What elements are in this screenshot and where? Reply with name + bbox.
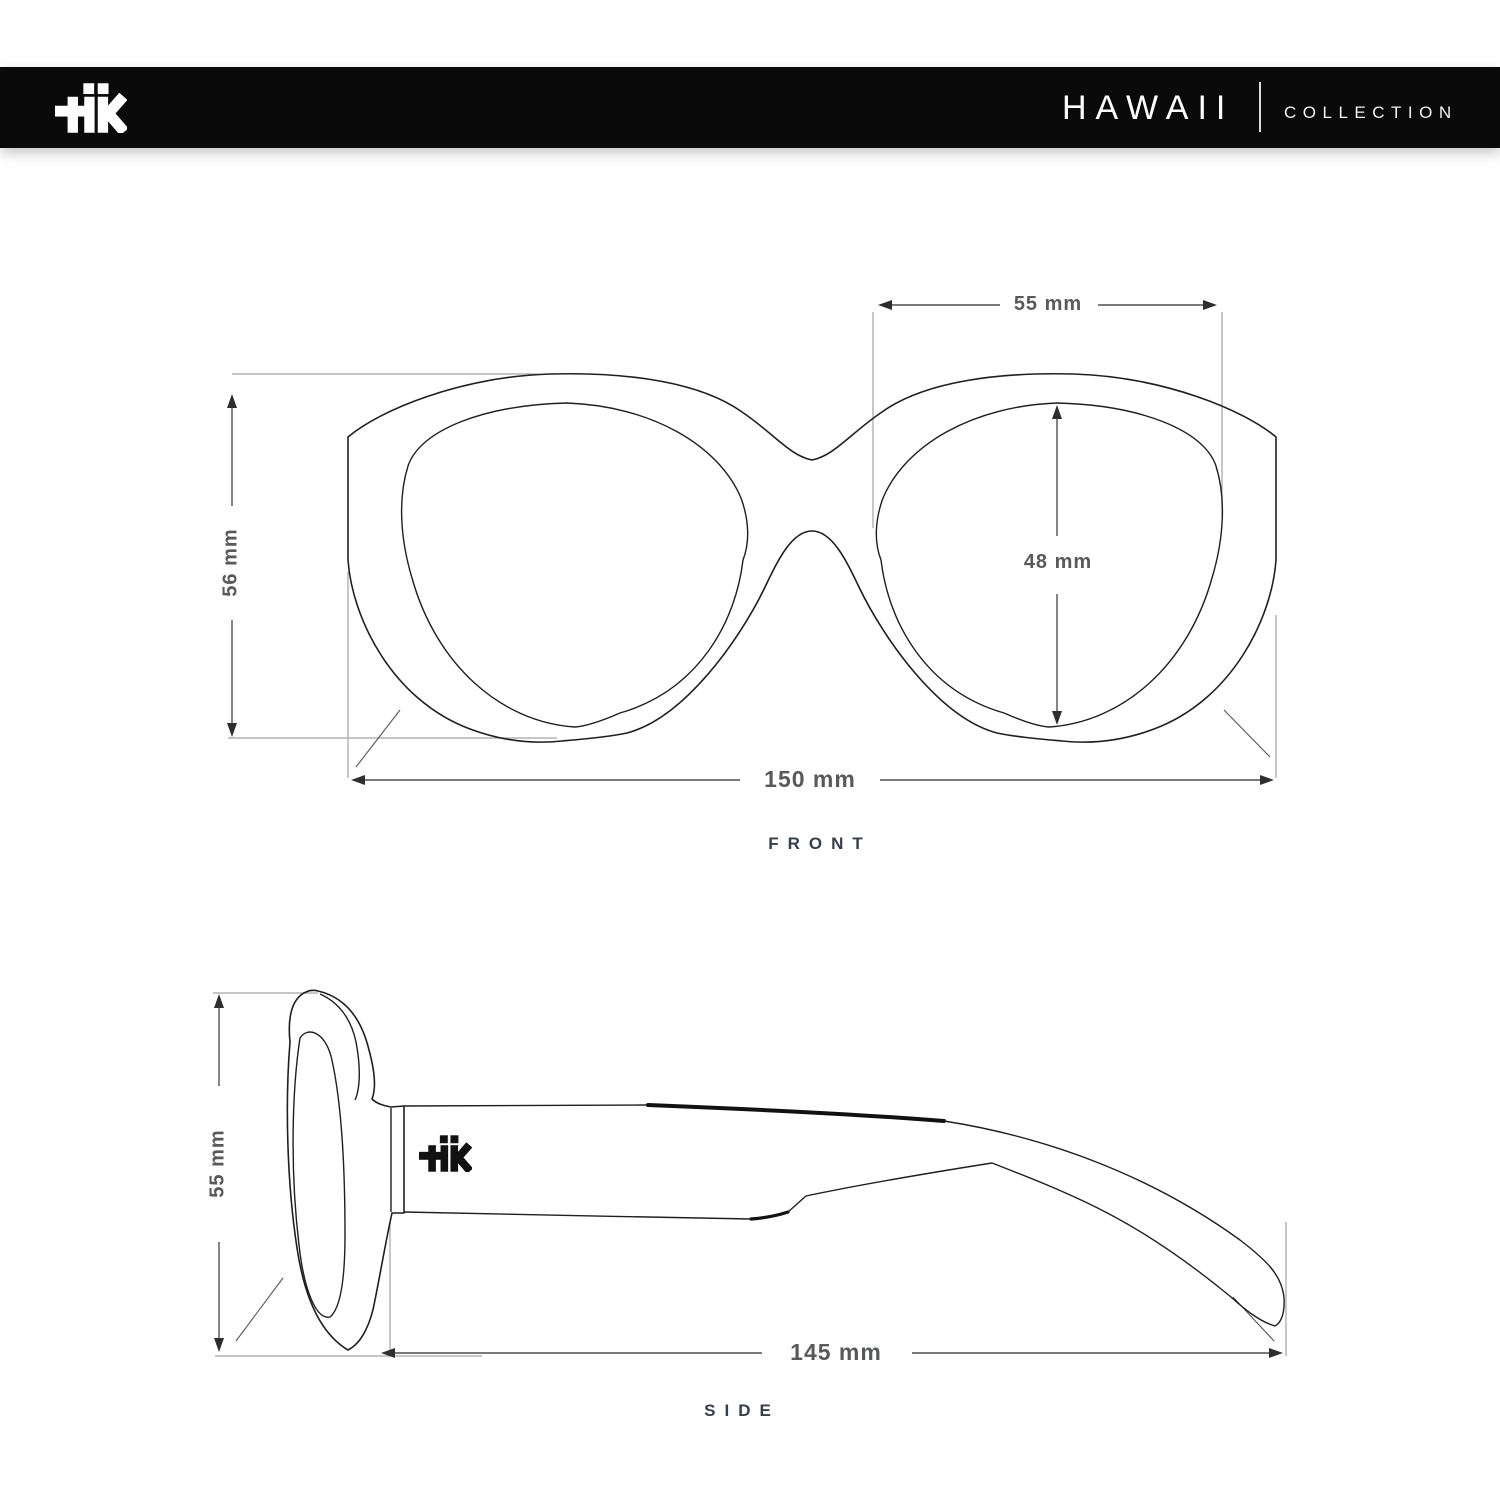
leader-side-left bbox=[236, 1278, 283, 1341]
logo-stem-2 bbox=[84, 97, 94, 133]
logo-dot-1 bbox=[83, 83, 94, 94]
temple-curve-and-tip bbox=[944, 1121, 1284, 1326]
logo-stem-1 bbox=[68, 97, 78, 133]
temple-top-accent bbox=[648, 1105, 944, 1121]
lens-height-label: 48 mm bbox=[1023, 551, 1093, 573]
temple-top-edge bbox=[404, 1105, 648, 1106]
arrowhead bbox=[227, 723, 237, 737]
logo-dot-2 bbox=[98, 83, 109, 94]
arrowhead bbox=[214, 1338, 224, 1352]
logo-k-diagonals bbox=[107, 96, 124, 132]
side-view-caption: SIDE bbox=[704, 1401, 780, 1420]
temple-length-label: 145 mm bbox=[790, 1339, 882, 1365]
arrowhead bbox=[227, 394, 237, 408]
arrowhead bbox=[1269, 1348, 1283, 1358]
temple-bottom-edge bbox=[404, 1212, 751, 1219]
brand-logo-icon bbox=[55, 83, 127, 133]
arrowhead bbox=[1052, 405, 1062, 419]
collection-title: HAWAII bbox=[1062, 89, 1235, 127]
arrowhead bbox=[214, 994, 224, 1008]
side-front-block-outline bbox=[287, 990, 404, 1350]
arrowhead bbox=[1260, 775, 1274, 785]
front-left-lens-rim bbox=[402, 403, 748, 727]
collection-label: COLLECTION bbox=[1284, 103, 1458, 122]
total-width-label: 150 mm bbox=[764, 766, 856, 792]
temple-bottom-curve bbox=[788, 1163, 992, 1212]
header-divider bbox=[1259, 82, 1261, 132]
arrowhead bbox=[351, 775, 365, 785]
side-leader-lines bbox=[236, 1278, 1274, 1341]
arrowhead bbox=[1052, 711, 1062, 725]
leader-right bbox=[1224, 710, 1270, 757]
front-view-caption: FRONT bbox=[768, 834, 872, 853]
temple-bottom-accent bbox=[751, 1212, 788, 1219]
side-front-height-label: 55 mm bbox=[206, 1129, 229, 1198]
frame-height-label: 56 mm bbox=[219, 528, 242, 597]
front-dimension-lines bbox=[227, 300, 1274, 785]
side-lens-rim bbox=[293, 1032, 345, 1317]
lens-width-label: 55 mm bbox=[1013, 293, 1083, 315]
arrowhead bbox=[878, 300, 892, 310]
arrowhead bbox=[1203, 300, 1217, 310]
front-extension-lines bbox=[228, 312, 1276, 778]
header-bar bbox=[0, 67, 1500, 148]
temple-brand-logo-icon bbox=[419, 1135, 472, 1172]
side-bevel-line bbox=[320, 994, 359, 1100]
